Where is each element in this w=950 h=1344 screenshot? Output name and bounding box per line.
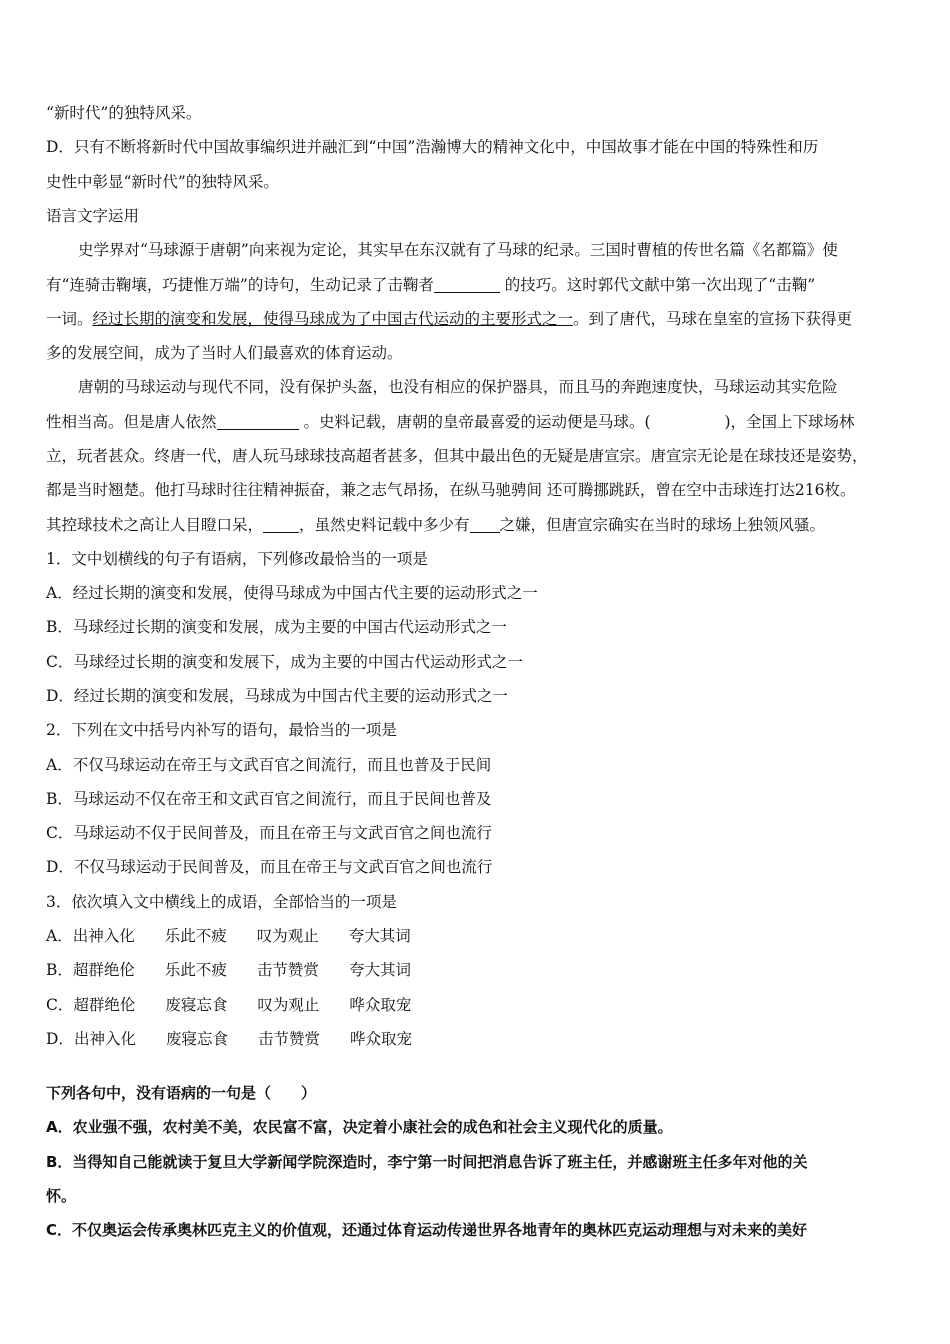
idiom: 出神入化	[72, 927, 135, 945]
idiom: 哗众取宠	[349, 996, 412, 1014]
text-run: 。到了唐代，马球在皇室的宣扬下获得更	[573, 310, 853, 328]
idiom: 超群绝伦	[72, 961, 135, 979]
question-3-option-b	[46, 953, 916, 987]
question-4-option-a: A．农业强不强，农村美不美，农民富不富，决定着小康社会的成色和社会主义现代化的质量。	[46, 1118, 673, 1136]
question-2-option-b: B．马球运动不仅在帝王和文武百官之间流行，而且于民间也普及	[46, 790, 492, 808]
question-2-option-a: A．不仅马球运动在帝王与文武百官之间流行，而且也普及于民间	[46, 756, 492, 774]
idiom: 哗众取宠	[349, 1030, 412, 1048]
question-4-option-b-line1: B．当得知自己能就读于复旦大学新闻学院深造时，李宁第一时间把消息告诉了班主任，并感谢班主任多年对他的关	[46, 1153, 808, 1171]
option-label: B．	[46, 961, 73, 979]
idiom: 叹为观止	[257, 996, 320, 1014]
option-text: 只有不断将新时代中国故事编织进并融汇到“中国”浩瀚博大的精神文化中，中国故事才能在中国的特殊性和历	[73, 138, 819, 156]
text-run: )，全国上下球场林	[724, 413, 855, 431]
idiom: 出神入化	[73, 1030, 136, 1048]
question-1-stem: 1．文中划横线的句子有语病，下列修改最恰当的一项是	[46, 550, 428, 568]
idiom: 叹为观止	[256, 927, 319, 945]
section-title: 语言文字运用	[46, 207, 140, 225]
passage-p2-line2	[46, 405, 916, 439]
text-run: 性相当高。但是唐人依然	[46, 413, 217, 431]
idiom: 废寝忘食	[165, 1030, 228, 1048]
passage-p1-line4: 多的发展空间，成为了当时人们最喜欢的体育运动。	[46, 344, 403, 362]
passage-p1-line1: 史学界对“马球源于唐朝”向来视为定论，其实早在东汉就有了马球的纪录。三国时曹植的传世名篇《名都篇》使	[78, 241, 838, 259]
question-2-stem: 2．下列在文中括号内补写的语句，最恰当的一项是	[46, 721, 397, 739]
fill-blank-4	[470, 531, 500, 533]
idiom: 夸大其词	[348, 961, 411, 979]
question-1-option-d: D．经过长期的演变和发展，马球成为中国古代主要的运动形式之一	[46, 687, 508, 705]
fill-blank-1	[434, 291, 500, 293]
passage-p2-line5	[46, 508, 916, 542]
question-4-option-b-line2: 怀。	[46, 1187, 77, 1205]
fill-blank-3	[263, 531, 299, 533]
text-run: 其控球技术之高让人目瞪口呆，	[46, 516, 264, 534]
option-label: D．	[46, 138, 74, 156]
question-4-option-c-line1: C．不仅奥运会传承奥林匹克主义的价值观，还通过体育运动传递世界各地青年的奥林匹克运动理想与对未来的美好	[46, 1221, 808, 1239]
question-4-stem: 下列各句中，没有语病的一句是（ ）	[46, 1084, 317, 1102]
text-run: 之嫌，但唐宣宗确实在当时的球场上独领风骚。	[499, 516, 826, 534]
idiom: 超群绝伦	[73, 996, 136, 1014]
prev-option-c-tail: “新时代”的独特风采。	[46, 104, 202, 122]
question-2-option-d: D．不仅马球运动于民间普及，而且在帝王与文武百官之间也流行	[46, 858, 493, 876]
idiom: 乐此不疲	[164, 961, 227, 979]
question-3-stem: 3．依次填入文中横线上的成语，全部恰当的一项是	[46, 893, 397, 911]
text-run: ，虽然史料记载中多少有	[299, 516, 470, 534]
passage-p2-line4: 都是当时翘楚。他打马球时往往精神振奋，兼之志气昂扬，在纵马驰骋间 还可腾挪跳跃，曾在空中击球连打达216枚。	[46, 481, 856, 499]
question-1-option-c: C．马球经过长期的演变和发展下，成为主要的中国古代运动形式之一	[46, 653, 523, 671]
text-run: 一词。	[46, 310, 93, 328]
idiom: 击节赞赏	[256, 961, 319, 979]
option-label: D．	[46, 1030, 74, 1048]
underlined-sentence: 经过长期的演变和发展，使得马球成为了中国古代运动的主要形式之一	[92, 310, 574, 328]
text-run: 。史料记载，唐朝的皇帝最喜爱的运动便是马球。(	[298, 413, 651, 431]
question-3-option-c	[46, 988, 916, 1022]
prev-option-d-line2: 史性中彰显“新时代”的独特风采。	[46, 173, 279, 191]
text-run: 的技巧。这时郭代文献中第一次出现了“击鞠”	[499, 276, 816, 294]
prev-option-d-line1	[46, 130, 916, 164]
text-run: 有“连骑击鞠壤，巧捷惟万端”的诗句，生动记录了击鞠者	[46, 276, 434, 294]
option-label: C．	[46, 996, 74, 1014]
question-1-option-b: B．马球经过长期的演变和发展，成为主要的中国古代运动形式之一	[46, 618, 507, 636]
passage-p2-line3: 立，玩者甚众。终唐一代，唐人玩马球球技高超者甚多，但其中最出色的无疑是唐宣宗。唐宣宗无论是在球技还是姿势，	[46, 447, 868, 465]
fill-blank-2	[217, 428, 299, 430]
option-label: A．	[46, 927, 73, 945]
question-2-option-c: C．马球运动不仅于民间普及，而且在帝王与文武百官之间也流行	[46, 824, 492, 842]
passage-p1-line2	[46, 268, 916, 302]
question-3-option-a	[46, 919, 916, 953]
idiom: 夸大其词	[348, 927, 411, 945]
question-1-option-a: A．经过长期的演变和发展，使得马球成为中国古代主要的运动形式之一	[46, 584, 538, 602]
idiom: 废寝忘食	[165, 996, 228, 1014]
passage-p1-line3	[46, 302, 916, 336]
passage-p2-line1: 唐朝的马球运动与现代不同，没有保护头盔，也没有相应的保护器具，而且马的奔跑速度快，马球运动其实危险	[78, 378, 838, 396]
idiom: 击节赞赏	[257, 1030, 320, 1048]
question-3-option-d	[46, 1022, 916, 1056]
idiom: 乐此不疲	[164, 927, 227, 945]
